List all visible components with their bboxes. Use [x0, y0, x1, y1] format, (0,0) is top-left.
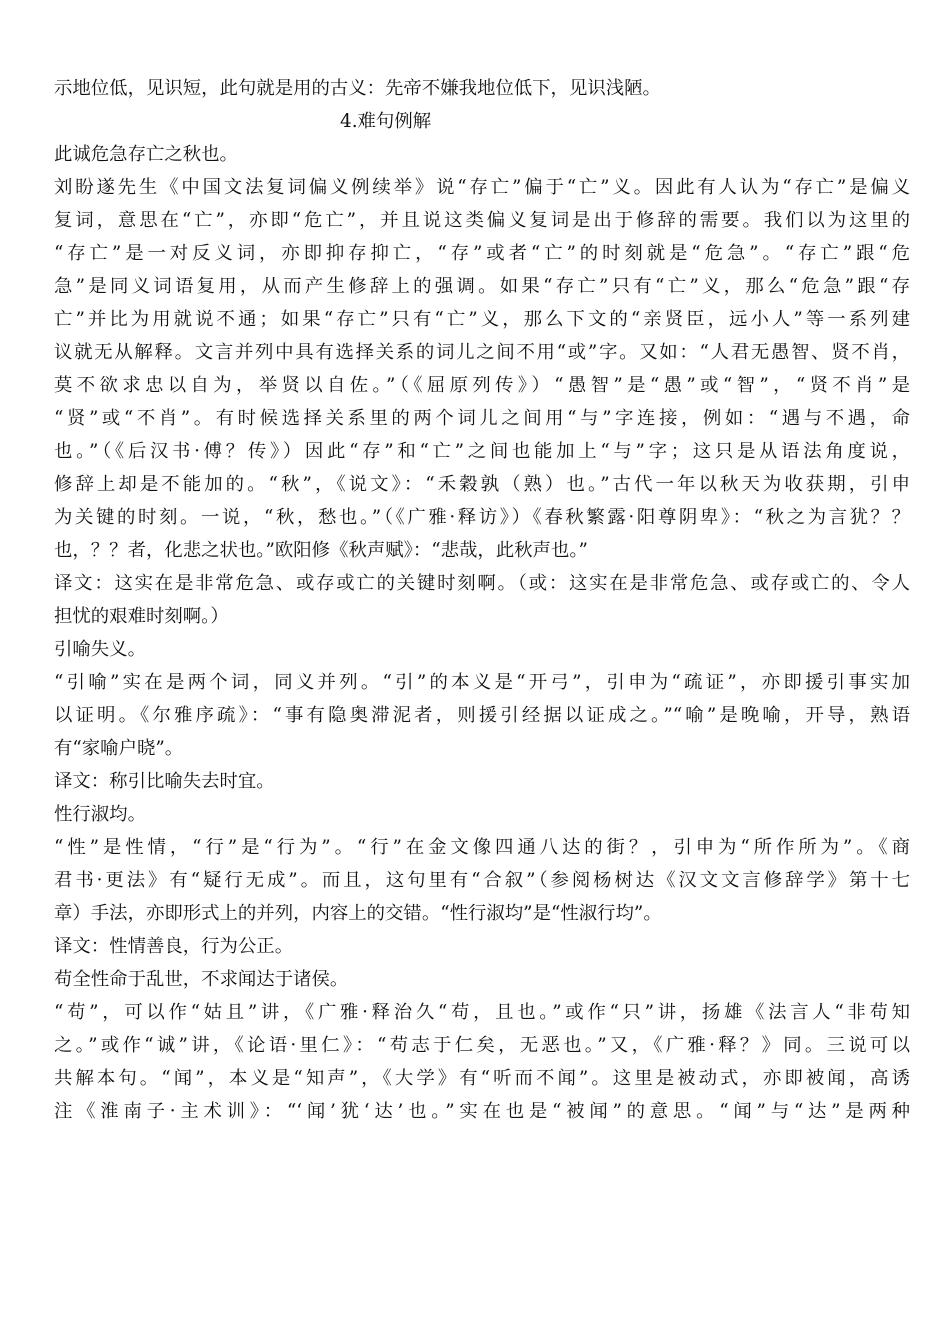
text-line: “贤”或“不肖”。有时候选择关系里的两个词儿之间用“与”字连接，例如：“遇与不遇，命: [54, 408, 910, 429]
text-line: 共解本句。“闻”，本义是“知声”，《大学》有“听而不闻”。这里是被动式，亦即被闻，高诱: [54, 1068, 910, 1089]
translation-line: 译文：这实在是非常危急、或存或亡的关键时刻啊。（或：这实在是非常危急、或存或亡的、令人: [54, 573, 910, 594]
text-line: 修辞上却是不能加的。“秋”，《说文》：“禾穀孰（熟）也。”古代一年以秋天为收获期，引申: [54, 474, 910, 495]
text-line: 复词，意思在“亡”，亦即“危亡”，并且说这类偏义复词是出于修辞的需要。我们以为这里的: [54, 210, 910, 231]
text-line: 君书·更法》有“疑行无成”。而且，这句里有“合叙”（参阅杨树达《汉文文言修辞学》第十七: [54, 870, 910, 891]
text-line: 章）手法，亦即形式上的并列，内容上的交错。“性行淑均”是“性淑行均”。: [54, 903, 662, 924]
text-line: 急”是同义词语复用，从而产生修辞上的强调。如果“存亡”只有“亡”义，那么“危急”跟“存: [54, 276, 910, 297]
example-sentence: 苟全性命于乱世，不求闻达于诸侯。: [54, 969, 349, 990]
text-line: 示地位低，见识短，此句就是用的古义：先帝不嫌我地位低下，见识浅陋。: [54, 78, 661, 99]
text-line: 亡”并比为用就说不通；如果“存亡”只有“亡”义，那么下文的“亲贤臣，远小人”等一系列建: [54, 309, 910, 330]
section-heading: 4.难句例解: [340, 111, 432, 132]
text-line: 议就无从解释。文言并列中具有选择关系的词儿之间不用“或”字。又如：“人君无愚智、贤不肖，: [54, 342, 910, 363]
text-line: “存亡”是一对反义词，亦即抑存抑亡，“存”或者“亡”的时刻就是“危急”。“存亡”跟“危: [54, 243, 910, 264]
text-line: 刘盼遂先生《中国文法复词偏义例续举》说“存亡”偏于“亡”义。因此有人认为“存亡”是偏义: [54, 177, 910, 198]
text-line: 也。”（《后汉书·傅？传》）因此“存”和“亡”之间也能加上“与”字；这只是从语法角度说，: [54, 441, 910, 462]
text-line: 注《淮南子·主术训》：“‘闻’犹‘达’也。”实在也是“被闻”的意思。“闻”与“达”是两种: [54, 1101, 910, 1122]
text-line: 为关键的时刻。一说，“秋，愁也。”（《广雅·释访》）《春秋繁露·阳尊阴卑》：“秋之为言犹？？: [54, 507, 910, 528]
text-line: 也，？？者，化悲之状也。”欧阳修《秋声赋》：“悲哉，此秋声也。”: [54, 540, 588, 561]
translation-line: 担忧的艰难时刻啊。）: [54, 606, 229, 627]
example-sentence: 性行淑均。: [54, 804, 146, 825]
text-line: “苟”，可以作“姑且”讲，《广雅·释治久“苟，且也。”或作“只”讲，扬雄《法言人“非苟知: [54, 1002, 910, 1023]
document-page: [54, 72, 910, 1128]
example-sentence: 引喻失义。: [54, 639, 146, 660]
translation-line: 译文：称引比喻失去时宜。: [54, 771, 275, 792]
text-line: 以证明。《尔雅序疏》：“事有隐奥滞泥者，则援引经据以证成之。”“喻”是晚喻，开导，熟语: [54, 705, 910, 726]
text-line: 有“家喻户晓”。: [54, 738, 184, 759]
example-sentence: 此诚危急存亡之秋也。: [54, 144, 238, 165]
text-line: 莫不欲求忠以自为，举贤以自佐。”（《屈原列传》）“愚智”是“愚”或“智”，“贤不肖”是: [54, 375, 910, 396]
text-line: “引喻”实在是两个词，同义并列。“引”的本义是“开弓”，引申为“疏证”，亦即援引事实加: [54, 672, 910, 693]
translation-line: 译文：性情善良，行为公正。: [54, 936, 294, 957]
text-line: 之。”或作“诚”讲，《论语·里仁》：“苟志于仁矣，无恶也。”又，《广雅·释？》同。三说可以: [54, 1035, 910, 1056]
text-line: “性”是性情，“行”是“行为”。“行”在金文像四通八达的街？，引申为“所作所为”。《商: [54, 837, 910, 858]
